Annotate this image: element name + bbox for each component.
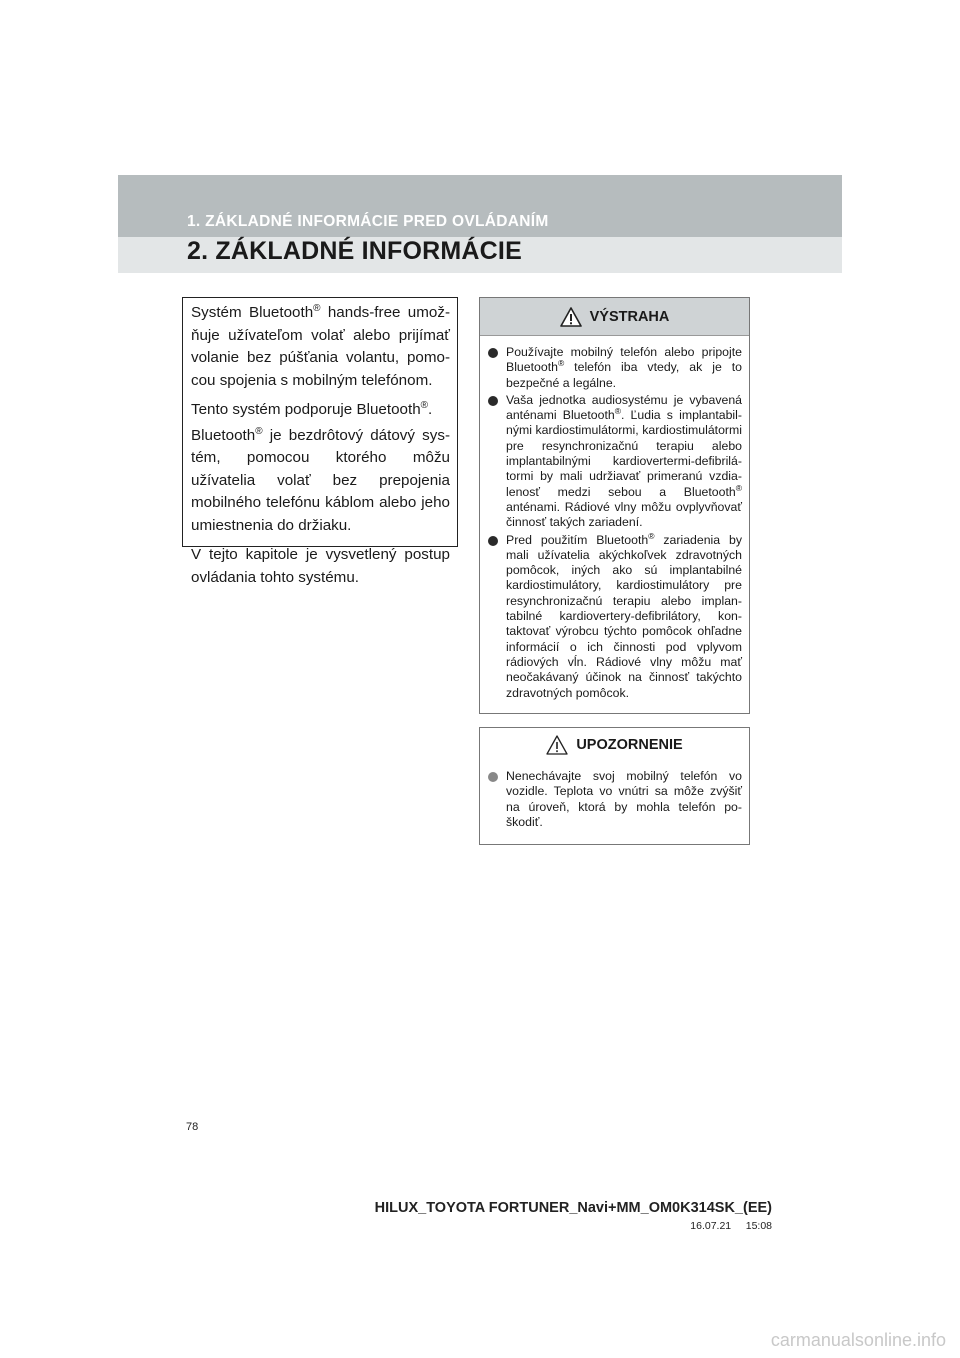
- bullet-icon: [488, 396, 498, 406]
- caution-box: [479, 727, 750, 845]
- caution-triangle-icon: [546, 735, 568, 755]
- watermark: carmanualsonline.info: [770, 1330, 946, 1350]
- intro-paragraph-3: Bluetooth® je bezdrôtový dátový systém, pomocou ktorého môžu užívatelia volať bez prepojenia mobilného telefónu káblom alebo jeho umiestnenia do držiaku.: [191, 425, 450, 534]
- warning-header: [480, 298, 749, 336]
- caution-label: UPOZORNENIE: [576, 737, 683, 753]
- warning-item: Pred použitím Bluetooth® zariadenia by mali užívatelia akýchkoľvek zdravotných pomôcok, iných ako sú implantabilné kardiostimulátory, kardiostimulátory pre resynchronizačnú terapiu alebo implantabilné kardiovertery-defibrilátory, kontaktovať výrobcu týchto pomôcok ohľadne informácií o ich činnosti pod vplyvom rádiových vĺn. Rádiové vlny môžu mať neočakávaný účinok na činnosť takýchto zdravotných pomôcok.: [488, 533, 742, 701]
- warning-triangle-icon: [560, 307, 582, 327]
- document-title: HILUX_TOYOTA FORTUNER_Navi+MM_OM0K314SK_(EE): [374, 1200, 772, 1216]
- warning-label: VÝSTRAHA: [589, 308, 670, 325]
- intro-paragraph-2: Tento systém podporuje Bluetooth®.: [191, 399, 433, 418]
- intro-paragraph-1: Systém Bluetooth® hands-free umožňuje užívateľom volať alebo prijímať volanie bez púšťania volantu, pomocou spojenia s mobilným telefónom.: [191, 302, 451, 389]
- bullet-icon: [488, 536, 498, 546]
- page-number: 78: [186, 1121, 199, 1133]
- caution-item: Nenechávajte svoj mobilný telefón vo vozidle. Teplota vo vnútri sa môže zvýšiť na úroveň, ktorá by mohla telefón poškodiť.: [488, 769, 742, 830]
- caution-header: [480, 728, 749, 762]
- warning-item: Vaša jednotka audiosystému je vybavená anténami Bluetooth®. Ľudia s implantabilnými kardiostimulátormi, kardiostimulátormi pre resynchronizačnú terapiu alebo implantabilnými kardiovertermi-defibrilátormi by mali udržiavať primeranú vzdialenosť medzi sebou a Bluetooth® anténami. Rádiové vlny môžu ovplyvňovať činnosť takých zariadení.: [488, 393, 742, 531]
- print-timestamp: 16.07.21 15:08: [690, 1220, 772, 1232]
- intro-paragraph-4: V tejto kapitole je vysvetlený postup ovládania tohto systému.: [191, 546, 450, 586]
- bullet-icon: [488, 772, 498, 782]
- intro-box: [182, 297, 458, 586]
- warning-box: [479, 297, 750, 714]
- bullet-icon: [488, 348, 498, 358]
- section-title: 2. ZÁKLADNÉ INFORMÁCIE: [187, 237, 522, 265]
- warning-item: Používajte mobilný telefón alebo pripojte Bluetooth® telefón iba vtedy, ak je to bezpečné a legálne.: [488, 345, 742, 391]
- chapter-title: 1. ZÁKLADNÉ INFORMÁCIE PRED OVLÁDANÍM: [187, 213, 549, 230]
